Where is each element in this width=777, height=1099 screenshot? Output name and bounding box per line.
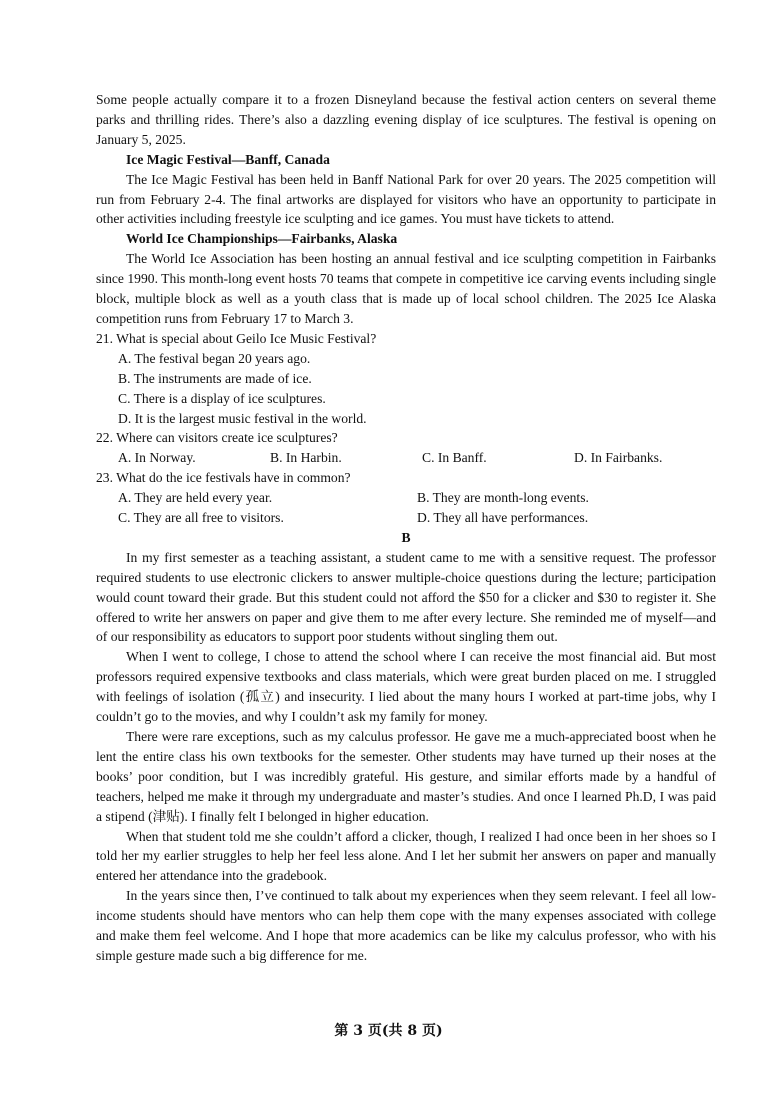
section-b-paragraph-2: When I went to college, I chose to attend the school where I can receive the most financial aid. But most professors required expensive textbooks and class materials, which were great burden placed on me. I struggled with feelings of isolation (孤立) and insecurity. I lied about the many hours I worked at part-time jobs, why I couldn’t go to the movies, and why I couldn’t ask my family for money. <box>96 649 716 725</box>
section-b-label: B <box>401 529 411 545</box>
options-row <box>96 508 716 528</box>
section-b-paragraph-4: When that student told me she couldn’t afford a clicker, though, I realized I had once been in her shoes so I told her my earlier struggles to help her feel less alone. And I let her submit her answers on paper and manually entered her attendance into the gradebook. <box>96 828 716 884</box>
section-b-paragraph-5: In the years since then, I’ve continued to talk about my experiences when they seem relevant. I feel all low-income students should have mentors who can help them cope with the many expenses associated with college and make them feel welcome. And I hope that more academics can be like my calculus professor, who with his simple gesture made such a big difference for me. <box>96 888 716 963</box>
page-footer: 第 3 页(共 8 页) <box>334 1023 443 1039</box>
option-c: C. In Banff. <box>422 450 487 466</box>
fairbanks-paragraph: The World Ice Association has been hosting an annual festival and ice sculpting competition in Fairbanks since 1990. This month-long event hosts 70 teams that compete in competitive ice carving events including single block, multiple block as well as a youth class that is made up of local school children. The 2025 Ice Alaska competition runs from February 17 to March 3. <box>96 251 716 326</box>
section-b-paragraph-1: In my first semester as a teaching assistant, a student came to me with a sensitive request. The professor required students to use electronic clickers to answer multiple-choice questions during the lecture; participation would count toward their grade. But this student could not afford the $50 for a clicker and $30 to register it. She offered to write her answers on paper and give them to me after every lecture. She reminded me of myself—and of our responsibility as educators to support poor students without singling them out. <box>96 549 716 645</box>
question-21 <box>96 329 716 429</box>
page-content <box>96 90 716 966</box>
question-stem: 21. What is special about Geilo Ice Music Festival? <box>96 330 377 346</box>
option-c: C. They are all free to visitors. <box>118 510 284 526</box>
option-b: B. They are month-long events. <box>417 490 589 506</box>
banff-paragraph: The Ice Magic Festival has been held in Banff National Park for over 20 years. The 2025 competition will run from February 2-4. The final artworks are displayed for visitors who have an opportunity to participate in other activities including freestyle ice sculpting and ice games. You must have tickets to attend. <box>96 171 716 227</box>
option-c: C. There is a display of ice sculptures. <box>118 390 326 406</box>
option-b: B. The instruments are made of ice. <box>118 370 312 386</box>
options-row <box>96 488 716 508</box>
option-a: A. The festival began 20 years ago. <box>118 350 311 366</box>
option-a: A. In Norway. <box>118 450 196 466</box>
banff-heading: Ice Magic Festival—Banff, Canada <box>126 151 330 167</box>
option-d: D. In Fairbanks. <box>574 450 663 466</box>
section-b-paragraph-3: There were rare exceptions, such as my calculus professor. He gave me a much-appreciated boost when he lent the entire class his own textbooks for the semester. Other students may have turned up their noses at the books’ poor condition, but I was incredibly grateful. His gesture, and similar efforts made by a handful of teachers, helped me make it through my undergraduate and master’s studies. And once I learned Ph.D, I was paid a stipend (津贴). I finally felt I belonged in higher education. <box>96 729 716 824</box>
question-23 <box>96 468 716 528</box>
passage-a-tail-paragraph: Some people actually compare it to a frozen Disneyland because the festival action centers on several theme parks and thrilling rides. There’s also a dazzling evening display of ice sculptures. The festival is opening on January 5, 2025. <box>96 92 716 147</box>
options-row <box>96 448 716 468</box>
question-stem: 22. Where can visitors create ice sculptures? <box>96 430 338 446</box>
option-b: B. In Harbin. <box>270 450 342 466</box>
option-d: D. It is the largest music festival in the world. <box>118 410 367 426</box>
question-22 <box>96 428 716 468</box>
fairbanks-heading: World Ice Championships—Fairbanks, Alaska <box>126 231 398 247</box>
option-d: D. They all have performances. <box>417 510 589 526</box>
option-a: A. They are held every year. <box>118 490 273 506</box>
question-stem: 23. What do the ice festivals have in common? <box>96 470 351 486</box>
